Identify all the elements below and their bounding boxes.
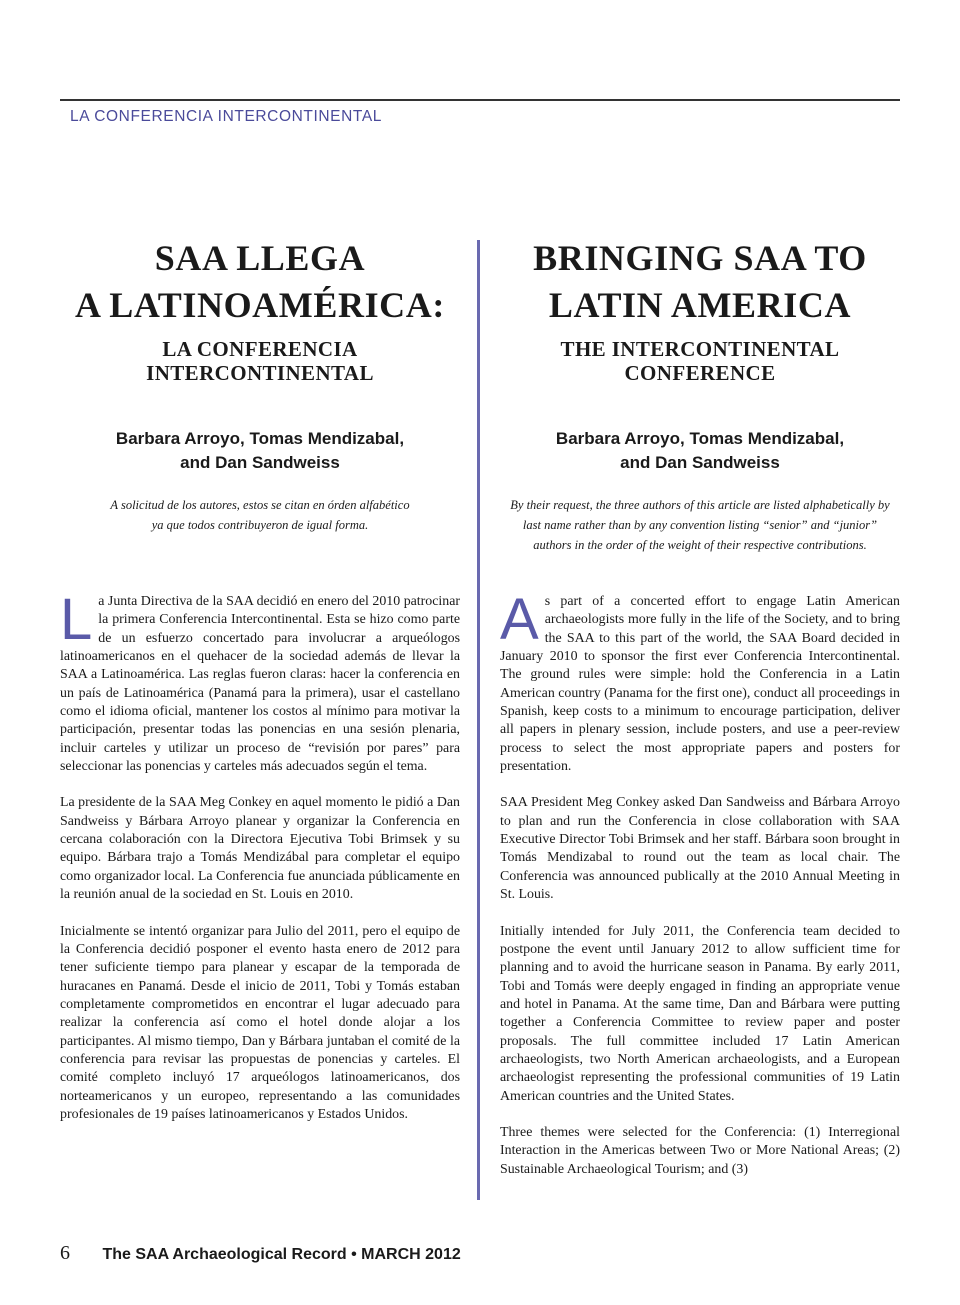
english-subtitle — [500, 337, 900, 385]
spanish-note-line1: A solicitud de los autores, estos se citan en órden alfabético — [110, 498, 410, 512]
english-subtitle-line1: THE INTERCONTINENTAL — [560, 337, 840, 361]
english-note-line2: last name rather than by any convention listing “senior” and “junior” — [522, 518, 878, 532]
english-paragraph-text: s part of a concerted effort to engage Latin American archaeologists more fully in the life of the Society, and to bring the SAA to this part of the world, the SAA Board decided in January 2010 to sponsor the first ever Conferencia Intercontinental. The ground rules were simple: hold the Conferencia in a Latin American country (Panama for the first one), conduct all proceedings in Spanish, keep costs to a minimum to encourage participation, deliver all papers in plenary session, include posters, and use a peer-review process to select the most appropriate papers and posters for presentation. — [500, 594, 900, 775]
english-authors-line2: and Dan Sandweiss — [620, 453, 780, 472]
spanish-subtitle — [60, 337, 460, 385]
header-rule — [60, 99, 900, 101]
spanish-authors-line1: Barbara Arroyo, Tomas Mendizabal, — [115, 429, 405, 448]
section-label: LA CONFERENCIA INTERCONTINENTAL — [70, 108, 382, 125]
english-paragraph — [500, 587, 900, 776]
spanish-column — [60, 235, 460, 1122]
spanish-subtitle-line2: INTERCONTINENTAL — [146, 361, 374, 385]
english-paragraph: Initially intended for July 2011, the Conferencia team decided to postpone the event until January 2012 to allow sufficient time for planning and to avoid the hurricane season in Panama. By early 2011, Tobi and Tomás were deeply engaged in finding an appropriate venue and hotel in Panama. At the same time, Dan and Bárbara were putting together a Conferencia Committee to review paper and poster proposals. The full committee included 17 Latin American archaeologists, two North American archaeologists, and a European archaeologist representing the professional communities of 19 Latin American countries and the United States. — [500, 923, 900, 1104]
spanish-author-note — [60, 495, 460, 535]
page-footer — [60, 1242, 461, 1265]
english-column — [500, 235, 900, 1177]
spanish-authors-line2: and Dan Sandweiss — [180, 453, 340, 472]
english-paragraph: SAA President Meg Conkey asked Dan Sandweiss and Bárbara Arroyo to plan and run the Conferencia in close collaboration with SAA Executive Director Tobi Brimsek and her staff. Bárbara soon brought in Tomás Mendizabal to round out the team as local chair. The Conferencia was announced publically at the 2010 Annual Meeting in St. Louis. — [500, 795, 900, 903]
spanish-paragraph: Inicialmente se intentó organizar para Julio del 2011, pero el equipo de la Conferencia decidió posponer el evento hasta enero de 2012 para tener suficiente tiempo para planear y escapar de la temporada de huracanes en Panamá. Desde el inicio de 2011, Tobi y Tomás estaban completamente comprometidos en encontrar el lugar adecuado para realizar la conferencia así como el hotel donde alojar a los participantes. Al mismo tiempo, Dan y Bárbara juntaban el comité de la conferencia para revisar las propuestas de ponencias y carteles. El comité completo incluyó 17 arqueólogos latinoamericanos, dos norteamericanos y un europeo, representando a las comunidades profesionales de 19 países latinoamericanos y Estados Unidos. — [60, 923, 460, 1122]
column-divider — [477, 240, 480, 1200]
english-authors — [500, 427, 900, 475]
page-number: 6 — [60, 1242, 70, 1264]
spanish-paragraph: La presidente de la SAA Meg Conkey en aquel momento le pidió a Dan Sandweiss y Bárbara Arroyo planear y organizar la Conferencia en cercana colaboración con la Directora Ejecutiva Tobi Brimsek y su equipo. Bárbara trajo a Tomás Mendizábal para completar el equipo como organizador local. La Conferencia fue anunciada públicamente en la reunión anual de la sociedad en St. Louis en 2010. — [60, 795, 460, 903]
english-body — [500, 587, 900, 1197]
english-subtitle-line2: CONFERENCE — [624, 361, 776, 385]
spanish-title — [60, 235, 460, 329]
english-title-line1: BRINGING SAA TO — [533, 238, 867, 278]
spanish-body — [60, 587, 460, 1142]
spanish-note-line2: ya que todos contribuyeron de igual forma. — [151, 518, 369, 532]
english-dropcap: A — [500, 587, 539, 652]
spanish-paragraph-text: a Junta Directiva de la SAA decidió en enero del 2010 patrocinar la primera Conferencia Intercontinental. Esta se hizo como parte de un esfuerzo concertado para involucrar a arqueólogos latinoamericanos en el quehacer de la sociedad además de llevar la SAA a Latinoamérica. Las reglas fueron claras: hacer la conferencia en un país de Latinoamérica (Panamá para la primera), usar el castellano como el idioma oficial, mantener los costos al mínimo para motivar la participación, presentar todas las ponencias en una sesión plenaria, incluir carteles y utilizar un proceso de “revisión por pares” para seleccionar las ponencias y carteles más adecuados según el tema. — [60, 594, 460, 775]
english-note-line1: By their request, the three authors of this article are listed alphabetically by — [510, 498, 890, 512]
spanish-title-line1: SAA LLEGA — [154, 238, 366, 278]
spanish-subtitle-line1: LA CONFERENCIA — [162, 337, 358, 361]
spanish-dropcap: L — [60, 587, 93, 652]
english-paragraph: Three themes were selected for the Conferencia: (1) Interregional Interaction in the Americas between Two or More National Areas; (2) Sustainable Archaeological Tourism; and (3) — [500, 1124, 900, 1177]
spanish-paragraph — [60, 587, 460, 776]
publication-line: The SAA Archaeological Record • MARCH 2012 — [102, 1246, 461, 1263]
english-note-line3: authors in the order of the weight of their respective contributions. — [533, 538, 867, 552]
spanish-authors — [60, 427, 460, 475]
english-authors-line1: Barbara Arroyo, Tomas Mendizabal, — [555, 429, 845, 448]
english-title — [500, 235, 900, 329]
english-author-note — [500, 495, 900, 555]
english-title-line2: LATIN AMERICA — [548, 285, 852, 325]
spanish-title-line2: A LATINOAMÉRICA: — [75, 285, 445, 325]
